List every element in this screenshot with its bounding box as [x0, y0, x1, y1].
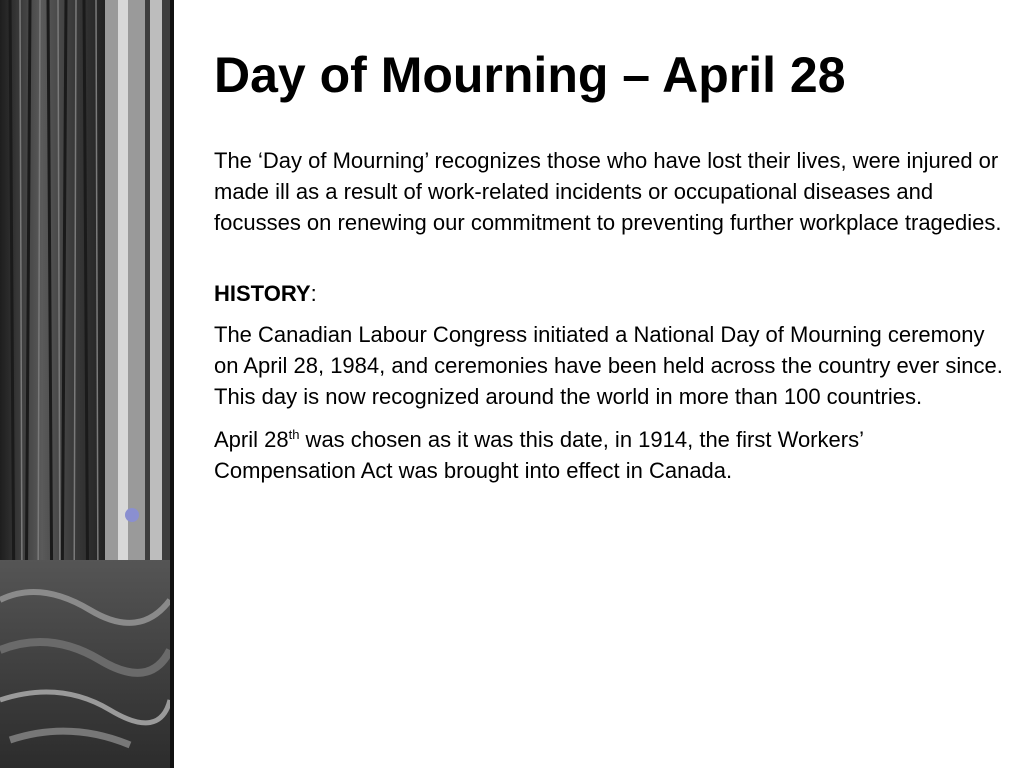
- slide-title: Day of Mourning – April 28: [214, 47, 846, 103]
- april-rest: was chosen as it was this date, in 1914, the first Workers’ Compensation Act was brought into effect in Canada.: [214, 427, 864, 483]
- intro-paragraph: The ‘Day of Mourning’ recognizes those who have lost their lives, were injured or made ill as a result of work-related incidents or occupational diseases and focusses on renewing our commitment to preventing further workplace tragedies.: [214, 148, 1002, 235]
- april-superscript: th: [288, 427, 300, 442]
- divider-line: [170, 0, 174, 768]
- april-prefix: April 28: [214, 427, 289, 452]
- forest-illustration: [0, 0, 170, 768]
- history-heading-label: HISTORY: [214, 281, 311, 306]
- april-paragraph: [214, 424, 1004, 486]
- history-heading: [214, 278, 1004, 309]
- slide-body: [214, 145, 1004, 486]
- history-paragraph: The Canadian Labour Congress initiated a National Day of Mourning ceremony on April 28, 1984, and ceremonies have been held across the country ever since. This day is now recognized around the world in more than 100 countries.: [214, 322, 1003, 409]
- forest-photo: [0, 0, 170, 768]
- history-heading-colon: :: [310, 281, 317, 306]
